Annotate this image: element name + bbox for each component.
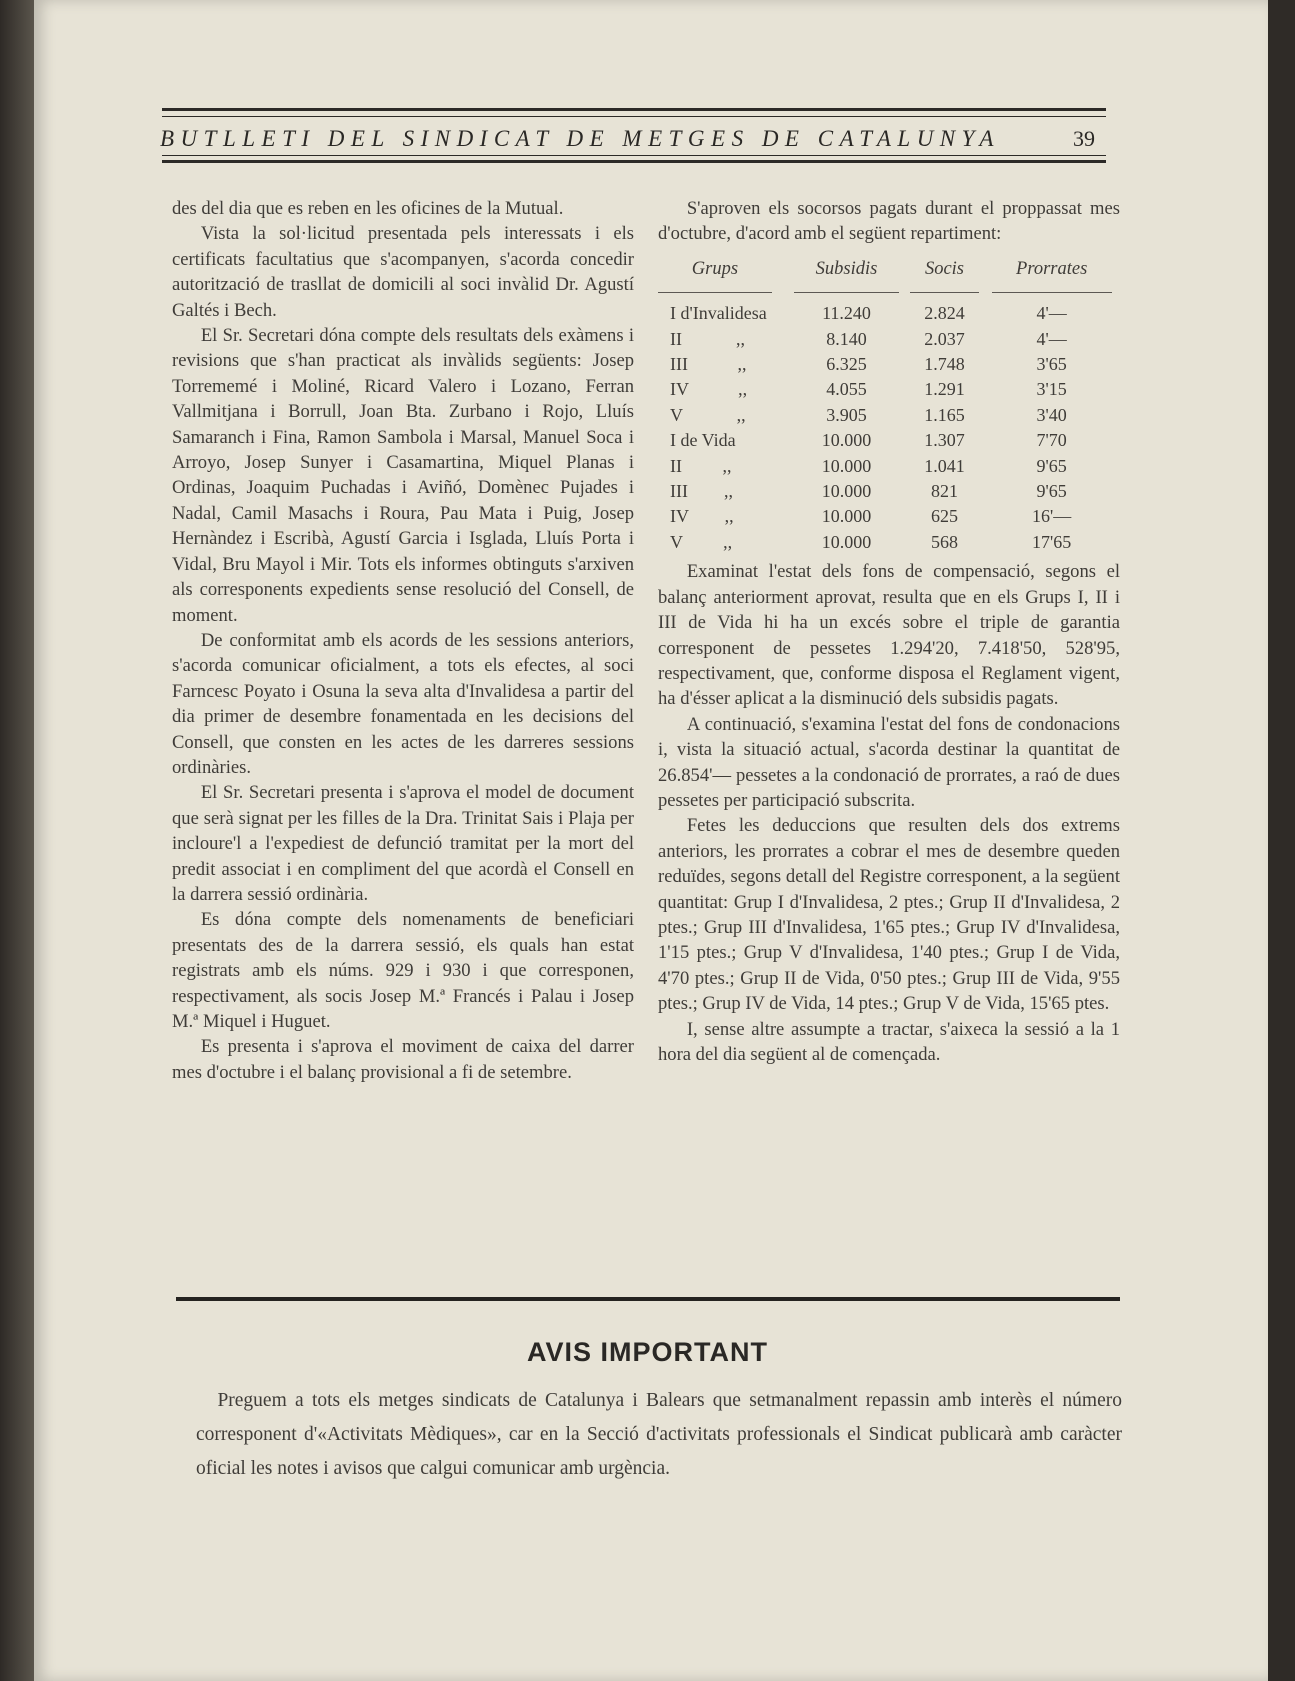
table-cell-group: V ,, — [670, 404, 746, 425]
page-right-edge — [1268, 0, 1295, 1681]
running-title: BUTLLETI DEL SINDICAT DE METGES DE CATALUNYA — [160, 126, 1000, 151]
notice-title: AVIS IMPORTANT — [527, 1337, 768, 1367]
notice-paragraph: Preguem a tots els metges sindicats de Catalunya i Balears que setmanalment repassin amb interès el número corresponent d'«Activitats Mèdiques», car en la Secció d'activitats professionals el Sindicat publicarà amb caràcter oficial les notes i avisos que calgui comunicar amb urgència. — [196, 1390, 1122, 1479]
header-rule-top-thin — [162, 116, 1106, 117]
table-cell-group: I de Vida — [670, 430, 736, 451]
right-column — [658, 196, 1120, 1067]
table-cell-value: 821 — [930, 481, 958, 502]
table-cell-value: 4'— — [1036, 328, 1067, 349]
table-row — [658, 428, 1120, 453]
table-cell-value: 2.037 — [924, 328, 965, 349]
table-cell-value: 10.000 — [821, 430, 872, 451]
table-cell-group: III ,, — [670, 354, 747, 375]
table-cell-value: 4.055 — [826, 379, 867, 400]
right-paragraph: A continuació, s'examina l'estat del fons de condonacions i, vista la situació actual, s'acorda destinar la quantitat de 26.854'— pessetes a la condonació de prorrates, a raó de dues pessetes per participació subscrita. — [658, 713, 1120, 811]
left-paragraph: des del dia que es reben en les oficines de la Mutual. — [172, 198, 564, 219]
table-cell-value: 8.140 — [826, 328, 867, 349]
left-column — [172, 196, 634, 1085]
right-paragraph: Examinat l'estat dels fons de compensació, segons el balanç anteriorment aprovat, resulta que en els Grups I, II i III de Vida hi ha un excés sobre el triple de garantia corresponent de pessetes 1.294'20, 7.418'50, 528'95, respectivament, que, conforme disposa el Reglament vigent, ha d'ésser aplicat a la disminució dels subsidis pagats. — [658, 561, 1120, 710]
right-intro: S'aproven els socorsos pagats durant el proppassat mes d'octubre, d'acord amb el següent repartiment: — [658, 198, 1120, 245]
left-paragraph: El Sr. Secretari presenta i s'aprova el model de document que serà signat per les filles de la Dra. Trinitat Sais i Plaja per incloure'l a l'expediest de defunció tramitat per la mort del predit associat i en compliment del que acordà el Consell en la darrera sessió ordinària. — [172, 782, 634, 905]
table-cell-group: IV ,, — [670, 506, 734, 527]
table-row — [658, 454, 1120, 479]
table-cell-group: I d'Invalidesa — [670, 303, 767, 324]
table-cell-value: 17'65 — [1032, 531, 1072, 552]
right-paragraph: I, sense altre assumpte a tractar, s'aixeca la sessió a la 1 hora del dia següent al de començada. — [658, 1018, 1120, 1065]
notice-body — [196, 1384, 1122, 1486]
table-row — [658, 504, 1120, 529]
table-cell-value: 1.307 — [924, 430, 965, 451]
left-paragraph: Es dóna compte dels nomenaments de beneficiari presentats des de la darrera sessió, els quals han estat registrats amb els núms. 929 i 930 i que corresponen, respectivament, als socis Josep M.ª Francés i Palau i Josep M.ª Miquel i Huguet. — [172, 909, 634, 1032]
right-paragraph: Fetes les deduccions que resulten dels dos extrems anteriors, les prorrates a cobrar el mes de desembre queden reduïdes, segons detall del Registre corresponent, a la següent quantitat: Grup I d'Invalidesa, 2 ptes.; Grup II d'Invalidesa, 2 ptes.; Grup III d'Invalidesa, 1'65 ptes.; Grup IV d'Invalidesa, 1'15 ptes.; Grup V d'Invalidesa, 1'40 ptes.; Grup I de Vida, 4'70 ptes.; Grup II de Vida, 0'50 ptes.; Grup III de Vida, 9'55 ptes.; Grup IV de Vida, 14 ptes.; Grup V de Vida, 15'65 ptes. — [658, 815, 1120, 1015]
table-row — [658, 327, 1120, 352]
table-row — [658, 530, 1120, 555]
table-header: Grups — [658, 253, 787, 301]
table-cell-value: 10.000 — [821, 531, 872, 552]
table-cell-value: 2.824 — [924, 303, 965, 324]
section-divider-top — [176, 1297, 1120, 1301]
table-cell-value: 625 — [930, 506, 958, 527]
header-rule-bottom-thick — [162, 160, 1106, 163]
table-cell-value: 3'40 — [1036, 404, 1067, 425]
table-row — [658, 301, 1120, 326]
table-cell-group: IV ,, — [670, 379, 748, 400]
table-cell-value: 1.291 — [924, 379, 965, 400]
table-header: Socis — [906, 253, 984, 301]
table-cell-value: 10.000 — [821, 506, 872, 527]
table-cell-value: 3.905 — [826, 404, 867, 425]
table-cell-group: II ,, — [670, 328, 745, 349]
header-rule-bottom-thin — [162, 155, 1106, 156]
left-paragraph: De conformitat amb els acords de les sessions anteriors, s'acorda comunicar oficialment, a tots els efectes, al soci Farncesc Poyato i Osuna la seva alta d'Invalidesa a partir del dia primer de desembre fonamentada en les decisions del Consell, que consten en les actes de les darreres sessions ordinàries. — [172, 629, 634, 778]
table-cell-value: 16'— — [1032, 506, 1072, 527]
table-cell-value: 4'— — [1036, 303, 1067, 324]
table-cell-value: 3'15 — [1036, 379, 1067, 400]
table-cell-value: 1.041 — [924, 455, 965, 476]
table-row — [658, 403, 1120, 428]
page-number: 39 — [1073, 126, 1095, 151]
table-cell-value: 7'70 — [1036, 430, 1067, 451]
table-cell-group: III ,, — [670, 481, 733, 502]
book-spine-edge — [0, 0, 34, 1681]
left-paragraph: Vista la sol·licitud presentada pels interessats i els certificats facultatius que s'acompanyen, s'acorda concedir autorització de trasllat de domicili al soci invàlid Dr. Agustí Galtés i Bech. — [172, 223, 634, 321]
table-row — [658, 479, 1120, 504]
table-cell-value: 1.165 — [924, 404, 965, 425]
table-cell-value: 9'65 — [1036, 455, 1067, 476]
left-paragraph: Es presenta i s'aprova el moviment de caixa del darrer mes d'octubre i el balanç provisional a fi de setembre. — [172, 1036, 634, 1083]
table-cell-value: 10.000 — [821, 481, 872, 502]
table-row — [658, 352, 1120, 377]
table-cell-value: 3'65 — [1036, 354, 1067, 375]
subsidies-table — [658, 253, 1120, 555]
table-row — [658, 377, 1120, 402]
table-cell-value: 10.000 — [821, 455, 872, 476]
table-cell-value: 1.748 — [924, 354, 965, 375]
table-header: Prorrates — [983, 253, 1120, 301]
table-cell-value: 6.325 — [826, 354, 867, 375]
header-rule-top-thick — [162, 108, 1106, 111]
table-cell-value: 9'65 — [1036, 481, 1067, 502]
table-header: Subsidis — [787, 253, 905, 301]
table-cell-group: II ,, — [670, 455, 732, 476]
table-cell-value: 11.240 — [822, 303, 871, 324]
table-cell-value: 568 — [930, 531, 958, 552]
table-cell-group: V ,, — [670, 531, 733, 552]
left-paragraph: El Sr. Secretari dóna compte dels resultats dels exàmens i revisions que s'han practicat als invàlids següents: Josep Torrememé i Moliné, Ricard Valero i Lozano, Ferran Vallmitjana i Borrull, Joan Bta. Zurbano i Rojo, Lluís Samaranch i Fina, Ramon Sambola i Marsal, Manuel Soca i Arroyo, Josep Sunyer i Casamartina, Miquel Planas i Ordinas, Joaquim Puchadas i Aviñó, Domènec Pujades i Nadal, Camil Masachs i Roura, Pau Mata i Puig, Josep Hernàndez i Escribà, Agustí Garcia i Isglada, Lluís Porta i Vidal, Bru Mayol i Mir. Tots els informes obtinguts s'arxiven als corresponents expedients sense resolució del Consell, de moment. — [172, 325, 634, 626]
table-body — [658, 301, 1120, 555]
